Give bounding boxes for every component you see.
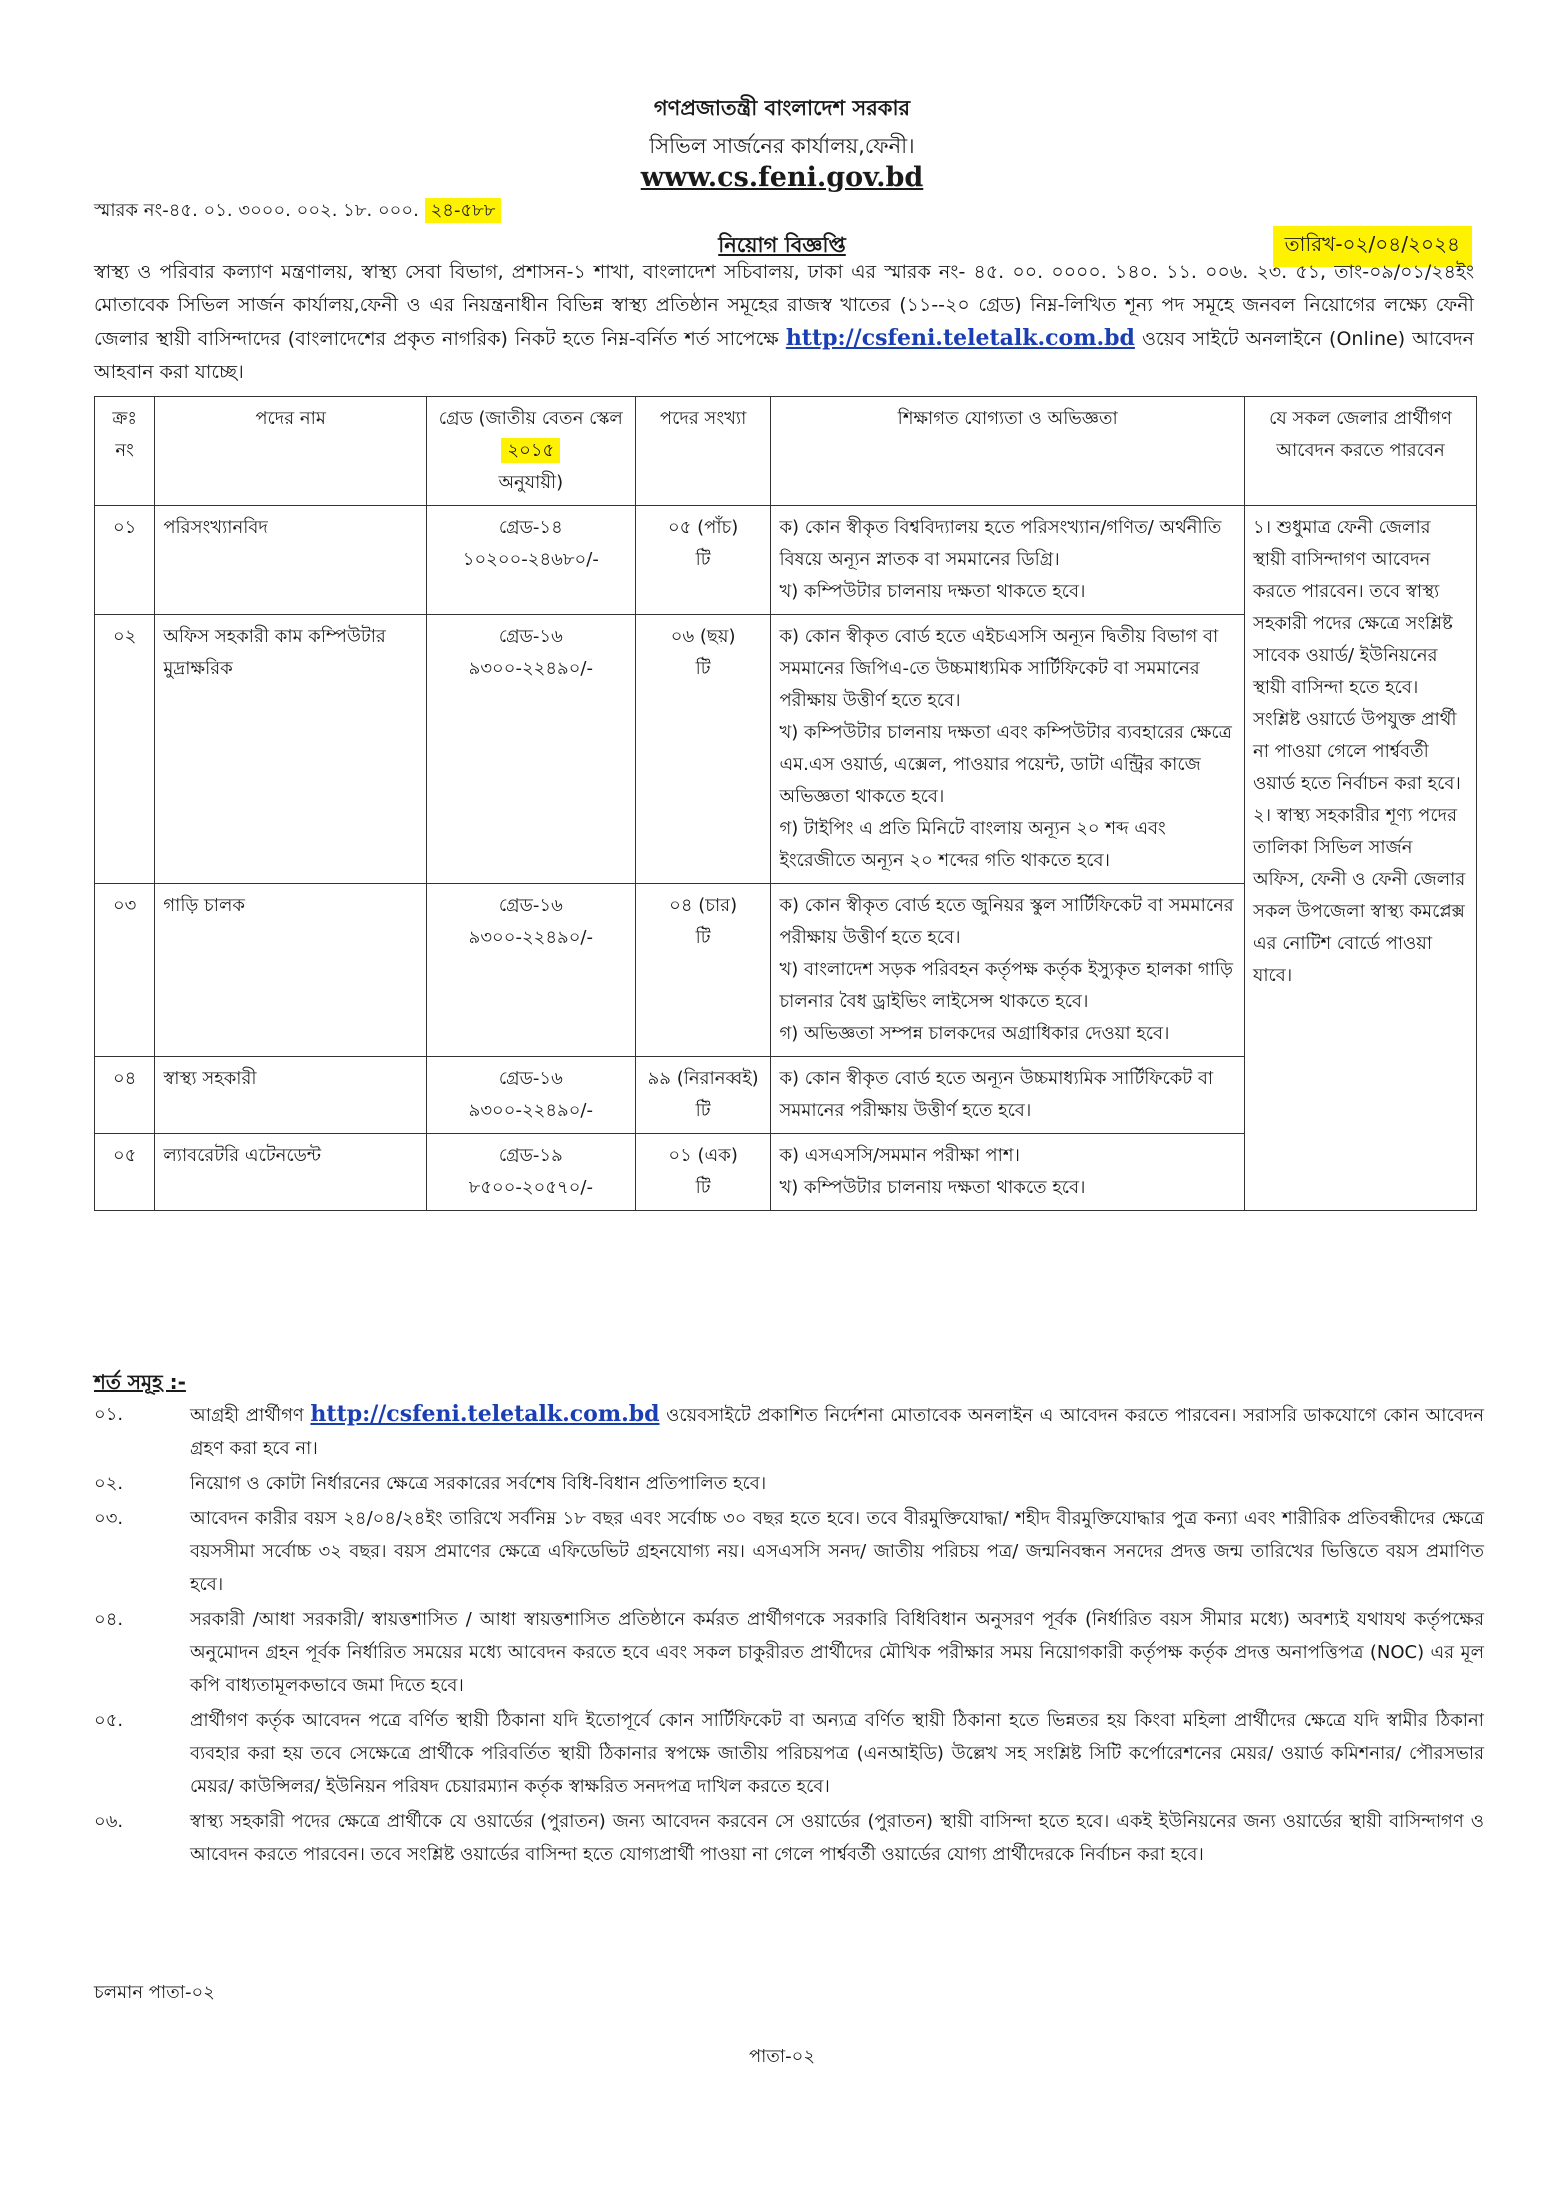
row-count-value: ৯৯ (নিরানব্বই)	[647, 1068, 759, 1089]
condition-item	[94, 1603, 1484, 1702]
row-grade	[426, 615, 635, 884]
row-count-value: ০৬ (ছয়)	[670, 626, 736, 647]
row-grade-level: গ্রেড-১৪	[498, 517, 563, 538]
row-grade-level: গ্রেড-১৬	[498, 1068, 563, 1089]
eligible-item: ২। স্বাস্থ্য সহকারীর শূণ্য পদের তালিকা সিভিল সার্জন অফিস, ফেনী ও ফেনী জেলার সকল উপজেলা স্বাস্থ্য কমপ্লেক্স এর নোটিশ বোর্ডে পাওয়া যাবে।	[1252, 805, 1466, 986]
page-number: পাতা-০২	[748, 2046, 816, 2067]
row-post: অফিস সহকারী কাম কম্পিউটার মুদ্রাক্ষরিক	[155, 615, 427, 884]
intro-after: ওয়েব সাইটে অনলাইনে (Online) আবেদন আহবান করা যাচ্ছে।	[94, 328, 1474, 383]
website-link[interactable]: www.cs.feni.gov.bd	[640, 162, 924, 193]
notice-date: তারিখ-০২/০৪/২০২৪	[1273, 226, 1472, 267]
condition-number: ০৫.	[94, 1710, 124, 1731]
row-qualification	[771, 1134, 1245, 1211]
eligible-districts	[1244, 506, 1476, 1211]
government-title: গণপ্রজাতন্ত্রী বাংলাদেশ সরকার	[653, 96, 911, 120]
continued-page-note: চলমান পাতা-০২	[94, 1982, 215, 2003]
row-grade	[426, 506, 635, 615]
row-grade	[426, 884, 635, 1057]
row-count-value: ০১ (এক)	[668, 1145, 738, 1166]
header-grade-year: ২০১৫	[501, 438, 560, 463]
qualification-item: ক) এসএসসি/সমমান পরীক্ষা পাশ।	[779, 1145, 1020, 1166]
row-count-unit: টি	[695, 549, 711, 570]
condition-text: স্বাস্থ্য সহকারী পদের ক্ষেত্রে প্রার্থীকে যে ওয়ার্ডের (পুরাতন) জন্য আবেদন করবেন সে ওয়ার্ডের (পুরাতন) স্থায়ী বাসিন্দা হতে হবে। একই ইউনিয়নের জন্য ওয়ার্ডের স্থায়ী বাসিন্দাগণ ও আবেদন করতে পারবেন। তবে সংশ্লিষ্ট ওয়ার্ডের বাসিন্দা হতে যোগ্যপ্রার্থী পাওয়া না গেলে পার্শ্ববর্তী ওয়ার্ডের যোগ্য প্রার্থীদেরকে নির্বাচন করা হবে।	[190, 1811, 1484, 1865]
row-qualification	[771, 615, 1245, 884]
memo-number	[94, 196, 501, 227]
row-serial: ০৩	[95, 884, 155, 1057]
condition-text: সরকারী /আধা সরকারী/ স্বায়ত্তশাসিত / আধা স্বায়ত্তশাসিত প্রতিষ্ঠানে কর্মরত প্রার্থীগণকে সরকারি বিধিবিধান অনুসরণ পূর্বক (নির্ধারিত বয়স সীমার মধ্যে) অবশ্যই যথাযথ কর্তৃপক্ষের অনুমোদন গ্রহন পূর্বক নির্ধারিত সময়ের মধ্যে আবেদন করতে হবে এবং সকল চাকুরীরত প্রার্থীদের মৌখিক পরীক্ষার সময় নিয়োগকারী কর্তৃপক্ষ কর্তৃক প্রদত্ত অনাপত্তিপত্র (NOC) এর মূল কপি বাধ্যতামূলকভাবে জমা দিতে হবে।	[190, 1609, 1484, 1696]
row-grade-scale: ৯৩০০-২২৪৯০/-	[468, 658, 593, 679]
qualification-item: ক) কোন স্বীকৃত বোর্ড হতে জুনিয়র স্কুল সার্টিফিকেট বা সমমানের পরীক্ষায় উত্তীর্ণ হতে হবে।	[779, 895, 1234, 948]
condition-body: ওয়েবসাইটে প্রকাশিত নির্দেশনা মোতাবেক অনলাইন এ আবেদন করতে পারবেন। সরাসরি ডাকযোগে কোন আবেদন গ্রহণ করা হবে না।	[190, 1405, 1484, 1459]
table-row	[95, 506, 1477, 615]
row-serial: ০১	[95, 506, 155, 615]
condition-item	[94, 1805, 1484, 1871]
row-grade-scale: ৮৫০০-২০৫৭০/-	[468, 1177, 593, 1198]
row-qualification	[771, 1057, 1245, 1134]
row-count-unit: টি	[695, 1177, 711, 1198]
row-post: স্বাস্থ্য সহকারী	[155, 1057, 427, 1134]
qualification-item: ক) কোন স্বীকৃত বিশ্ববিদ্যালয় হতে পরিসংখ্যান/গণিত/ অর্থনীতি বিষয়ে অন্যূন স্নাতক বা সমমানের ডিগ্রি।	[779, 517, 1222, 570]
condition-text	[190, 1398, 1484, 1465]
condition-text: প্রার্থীগণ কর্তৃক আবেদন পত্রে বর্ণিত স্থায়ী ঠিকানা যদি ইতোপূর্বে কোন সার্টিফিকেট বা অন্যত্র বর্ণিত স্থায়ী ঠিকানা হতে ভিন্নতর হয় কিংবা মহিলা প্রার্থীদের ক্ষেত্রে যদি স্বামীর ঠিকানা ব্যবহার করা হয় তবে সেক্ষেত্রে প্রার্থীকে পরিবর্তিত স্থায়ী ঠিকানার স্বপক্ষে জাতীয় পরিচয়পত্র (এনআইডি) উল্লেখ সহ সংশ্লিষ্ট সিটি কর্পোরেশনের মেয়র/ ওয়ার্ড কমিশনার/ পৌরসভার মেয়র/ কাউন্সিলর/ ইউনিয়ন পরিষদ চেয়ারম্যান কর্তৃক স্বাক্ষরিত সনদপত্র দাখিল করতে হবে।	[190, 1710, 1484, 1797]
row-grade-scale: ৯৩০০-২২৪৯০/-	[468, 1100, 593, 1121]
row-count-value: ০৪ (চার)	[669, 895, 738, 916]
condition-number: ০৪.	[94, 1609, 124, 1630]
header-count: পদের সংখ্যা	[635, 397, 771, 506]
condition-link[interactable]: http://csfeni.teletalk.com.bd	[310, 1401, 660, 1427]
row-grade-level: গ্রেড-১৬	[498, 626, 563, 647]
qualification-item: ক) কোন স্বীকৃত বোর্ড হতে অন্যূন উচ্চমাধ্যমিক সার্টিফিকেট বা সমমানের পরীক্ষায় উত্তীর্ণ হতে হবে।	[779, 1068, 1214, 1121]
header-grade-b: অনুযায়ী)	[498, 472, 564, 493]
eligible-item: ১। শুধুমাত্র ফেনী জেলার স্থায়ী বাসিন্দাগণ আবেদন করতে পারবেন। তবে স্বাস্থ্য সহকারী পদের ক্ষেত্রে সংশ্লিষ্ট সাবেক ওয়ার্ড/ ইউনিয়নের স্থায়ী বাসিন্দা হতে হবে। সংশ্লিষ্ট ওয়ার্ডে উপযুক্ত প্রার্থী না পাওয়া গেলে পার্শ্ববর্তী ওয়ার্ড হতে নির্বাচন করা হবে।	[1252, 517, 1461, 794]
row-serial: ০৫	[95, 1134, 155, 1211]
row-serial: ০৪	[95, 1057, 155, 1134]
row-grade-level: গ্রেড-১৯	[498, 1145, 563, 1166]
row-grade-scale: ১০২০০-২৪৬৮০/-	[462, 549, 599, 570]
row-grade-scale: ৯৩০০-২২৪৯০/-	[468, 927, 593, 948]
qualification-item: খ) কম্পিউটার চালনায় দক্ষতা এবং কম্পিউটার ব্যবহারের ক্ষেত্রে এম.এস ওয়ার্ড, এক্সেল, পাওয়ার পয়েন্ট, ডাটা এন্ট্রির কাজে অভিজ্ঞতা থাকতে হবে।	[779, 722, 1232, 807]
memo-prefix: স্মারক নং-৪৫. ০১. ৩০০০. ০০২. ১৮. ০০০.	[94, 200, 419, 221]
intro-text: স্বাস্থ্য ও পরিবার কল্যাণ মন্ত্রণালয়, স্বাস্থ্য সেবা বিভাগ, প্রশাসন-১ শাখা, বাংলাদেশ সচিবালয়, ঢাকা এর স্মারক নং- ৪৫. ০০. ০০০০. ১৪০. ১১. ০০৬. ২৩. ৫১, তাং-০৯/০১/২৪ইং মোতাবেক সিভিল সার্জন কার্যালয়,ফেনী ও এর নিয়ন্ত্রনাধীন বিভিন্ন স্বাস্থ্য প্রতিষ্ঠান সমূহের রাজস্ব খাতের (১১--২০ গ্রেড) নিম্ন-লিখিত শূন্য পদ সমূহে জনবল নিয়োগের লক্ষ্যে ফেনী জেলার স্থায়ী বাসিন্দাদের (বাংলাদেশের প্রকৃত নাগরিক) নিকট হতে নিম্ন-বর্নিত শর্ত সাপেক্ষে	[94, 261, 1474, 350]
row-post: গাড়ি চালক	[155, 884, 427, 1057]
header-eligible: যে সকল জেলার প্রার্থীগণ আবেদন করতে পারবেন	[1244, 397, 1476, 506]
office-name: সিভিল সার্জনের কার্যালয়,ফেনী।	[649, 134, 915, 158]
vacancy-table	[94, 396, 1477, 1211]
row-qualification	[771, 506, 1245, 615]
qualification-item: খ) কম্পিউটার চালনায় দক্ষতা থাকতে হবে।	[779, 581, 1086, 602]
qualification-item: খ) কম্পিউটার চালনায় দক্ষতা থাকতে হবে।	[779, 1177, 1086, 1198]
header-grade	[426, 397, 635, 506]
header-grade-a: গ্রেড (জাতীয় বেতন স্কেল	[438, 408, 623, 429]
condition-item	[94, 1467, 1484, 1500]
row-post: ল্যাবরেটরি এটেনডেন্ট	[155, 1134, 427, 1211]
row-count	[635, 1057, 771, 1134]
row-grade	[426, 1134, 635, 1211]
apply-link[interactable]: http://csfeni.teletalk.com.bd	[785, 325, 1135, 351]
qualification-item: গ) টাইপিং এ প্রতি মিনিটে বাংলায় অন্যূন ২০ শব্দ এবং ইংরেজীতে অন্যূন ২০ শব্দের গতি থাকতে হবে।	[779, 818, 1166, 871]
condition-pre: আগ্রহী প্রার্থীগণ	[190, 1405, 311, 1426]
memo-highlight: ২৪-৫৮৮	[425, 198, 502, 223]
row-count-unit: টি	[695, 658, 711, 679]
qualification-item: খ) বাংলাদেশ সড়ক পরিবহন কর্তৃপক্ষ কর্তৃক ইস্যুকৃত হালকা গাড়ি চালনার বৈধ ড্রাইভিং লাইসেন্স থাকতে হবে।	[779, 959, 1233, 1012]
condition-item	[94, 1502, 1484, 1601]
condition-item	[94, 1398, 1484, 1465]
header-serial: ক্রঃ নং	[95, 397, 155, 506]
table-header-row	[95, 397, 1477, 506]
row-count	[635, 1134, 771, 1211]
conditions-list	[94, 1398, 1484, 1873]
row-count-unit: টি	[695, 1100, 711, 1121]
condition-number: ০৬.	[94, 1811, 124, 1832]
condition-text: নিয়োগ ও কোটা নির্ধারনের ক্ষেত্রে সরকারের সর্বশেষ বিধি-বিধান প্রতিপালিত হবে।	[190, 1473, 767, 1494]
row-count	[635, 615, 771, 884]
condition-number: ০২.	[94, 1473, 124, 1494]
row-qualification	[771, 884, 1245, 1057]
condition-item	[94, 1704, 1484, 1803]
row-grade	[426, 1057, 635, 1134]
qualification-item: গ) অভিজ্ঞতা সম্পন্ন চালকদের অগ্রাধিকার দেওয়া হবে।	[779, 1023, 1170, 1044]
row-serial: ০২	[95, 615, 155, 884]
row-post: পরিসংখ্যানবিদ	[155, 506, 427, 615]
row-count-value: ০৫ (পাঁচ)	[667, 517, 739, 538]
qualification-item: ক) কোন স্বীকৃত বোর্ড হতে এইচএসসি অন্যূন দ্বিতীয় বিভাগ বা সমমানের জিপিএ-তে উচ্চমাধ্যমিক সার্টিফিকেট বা সমমানের পরীক্ষায় উত্তীর্ণ হতে হবে।	[779, 626, 1219, 711]
condition-number: ০৩.	[94, 1508, 124, 1529]
row-count-unit: টি	[695, 927, 711, 948]
row-count	[635, 884, 771, 1057]
condition-text: আবেদন কারীর বয়স ২৪/০৪/২৪ইং তারিখে সর্বনিম্ন ১৮ বছর এবং সর্বোচ্চ ৩০ বছর হতে হবে। তবে বীরমুক্তিযোদ্ধা/ শহীদ বীরমুক্তিযোদ্ধার পুত্র কন্যা এবং শারীরিক প্রতিবন্ধীদের ক্ষেত্রে বয়সসীমা সর্বোচ্চ ৩২ বছর। বয়স প্রমাণের ক্ষেত্রে এফিডেভিট গ্রহনযোগ্য নয়। এসএসসি সনদ/ জাতীয় পরিচয় পত্র/ জন্মনিবন্ধন সনদের প্রদত্ত জন্ম তারিখের ভিত্তিতে বয়স প্রমাণিত হবে।	[190, 1508, 1484, 1595]
row-grade-level: গ্রেড-১৬	[498, 895, 563, 916]
conditions-title: শর্ত সমূহ :-	[94, 1370, 186, 1394]
intro-paragraph	[94, 256, 1474, 389]
header-post: পদের নাম	[155, 397, 427, 506]
condition-number: ০১.	[94, 1404, 124, 1425]
header-qualification: শিক্ষাগত যোগ্যতা ও অভিজ্ঞতা	[771, 397, 1245, 506]
notice-title: নিয়োগ বিজ্ঞপ্তি	[718, 233, 846, 257]
row-count	[635, 506, 771, 615]
